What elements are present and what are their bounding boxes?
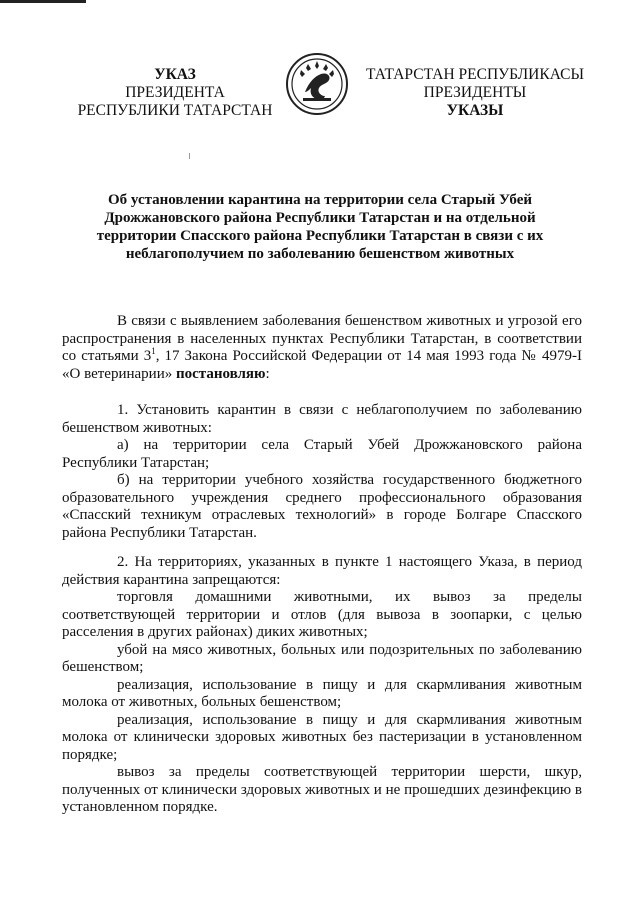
item2-bullet: торговля домашними животными, их вывоз за пределы соответствующей территории и отлов (для вывоза в зоопарки, с целью расселения в других районах) диких животных; <box>62 589 582 640</box>
top-border-line <box>0 0 86 3</box>
preamble-part2: , 17 Закона Российской Федерации от 14 мая 1993 года № 4979-I «О ветеринарии» <box>62 348 583 382</box>
header-right-line3: УКАЗЫ <box>446 102 504 119</box>
coat-of-arms-emblem <box>285 52 349 116</box>
preamble-bold: постановляю <box>175 365 266 382</box>
preamble-paragraph <box>62 313 582 383</box>
header-right-line1: ТАТАРСТАН РЕСПУБЛИКАСЫ <box>366 66 584 83</box>
header-left-line1: УКАЗ <box>154 66 196 83</box>
item2-bullet: убой на мясо животных, больных или подозрительных по заболеванию бешенством; <box>62 641 582 675</box>
preamble-sup: 1 <box>151 346 156 356</box>
item1-b: б) на территории учебного хозяйства государственного бюджетного образовательного учреждения среднего профессионального образования «Спасский техникум отраслевых технологий» в городе Болгаре Спасского района Республики Татарстан. <box>62 472 582 541</box>
item2-bullet: вывоз за пределы соответствующей территории шерсти, шкур, полученных от клинически здоровых животных и не прошедших дезинфекцию в установленном порядке. <box>62 764 582 815</box>
preamble-end: : <box>265 365 270 382</box>
preamble <box>62 313 582 383</box>
header-right-line2: ПРЕЗИДЕНТЫ <box>423 84 527 101</box>
scan-mark <box>189 153 190 159</box>
header-left <box>70 66 280 120</box>
item2-bullet: реализация, использование в пищу и для скармливания животным молока от клинически здоровых животных без пастеризации в установленном порядке; <box>62 711 582 763</box>
preamble-part1: В связи с выявлением заболевания бешенством животных и угрозой его распространения в населенных пунктах Республики Татарстан, в соответствии со статьями 3 <box>62 313 582 364</box>
item2-bullet: реализация, использование в пищу и для скармливания животным молока от животных, больных бешенством; <box>62 676 582 710</box>
header-left-line2: ПРЕЗИДЕНТА <box>125 84 225 101</box>
header-left-line3: РЕСПУБЛИКИ ТАТАРСТАН <box>77 102 273 119</box>
item1-a: а) на территории села Старый Убей Дрожжановского района Республики Татарстан; <box>62 437 582 471</box>
item1 <box>62 402 582 542</box>
item1-intro: 1. Установить карантин в связи с неблагополучием по заболеванию бешенством животных: <box>62 402 582 436</box>
item2 <box>62 554 582 817</box>
item2-intro: 2. На территориях, указанных в пункте 1 настоящего Указа, в период действия карантина запрещаются: <box>62 554 582 588</box>
header-right <box>360 66 590 120</box>
decree-title: Об установлении карантина на территории села Старый Убей Дрожжановского района Республики Татарстан и на отдельной территории Спасского района Республики Татарстан в связи с их неблагополучием по заболеванию бешенством животных <box>96 192 544 262</box>
